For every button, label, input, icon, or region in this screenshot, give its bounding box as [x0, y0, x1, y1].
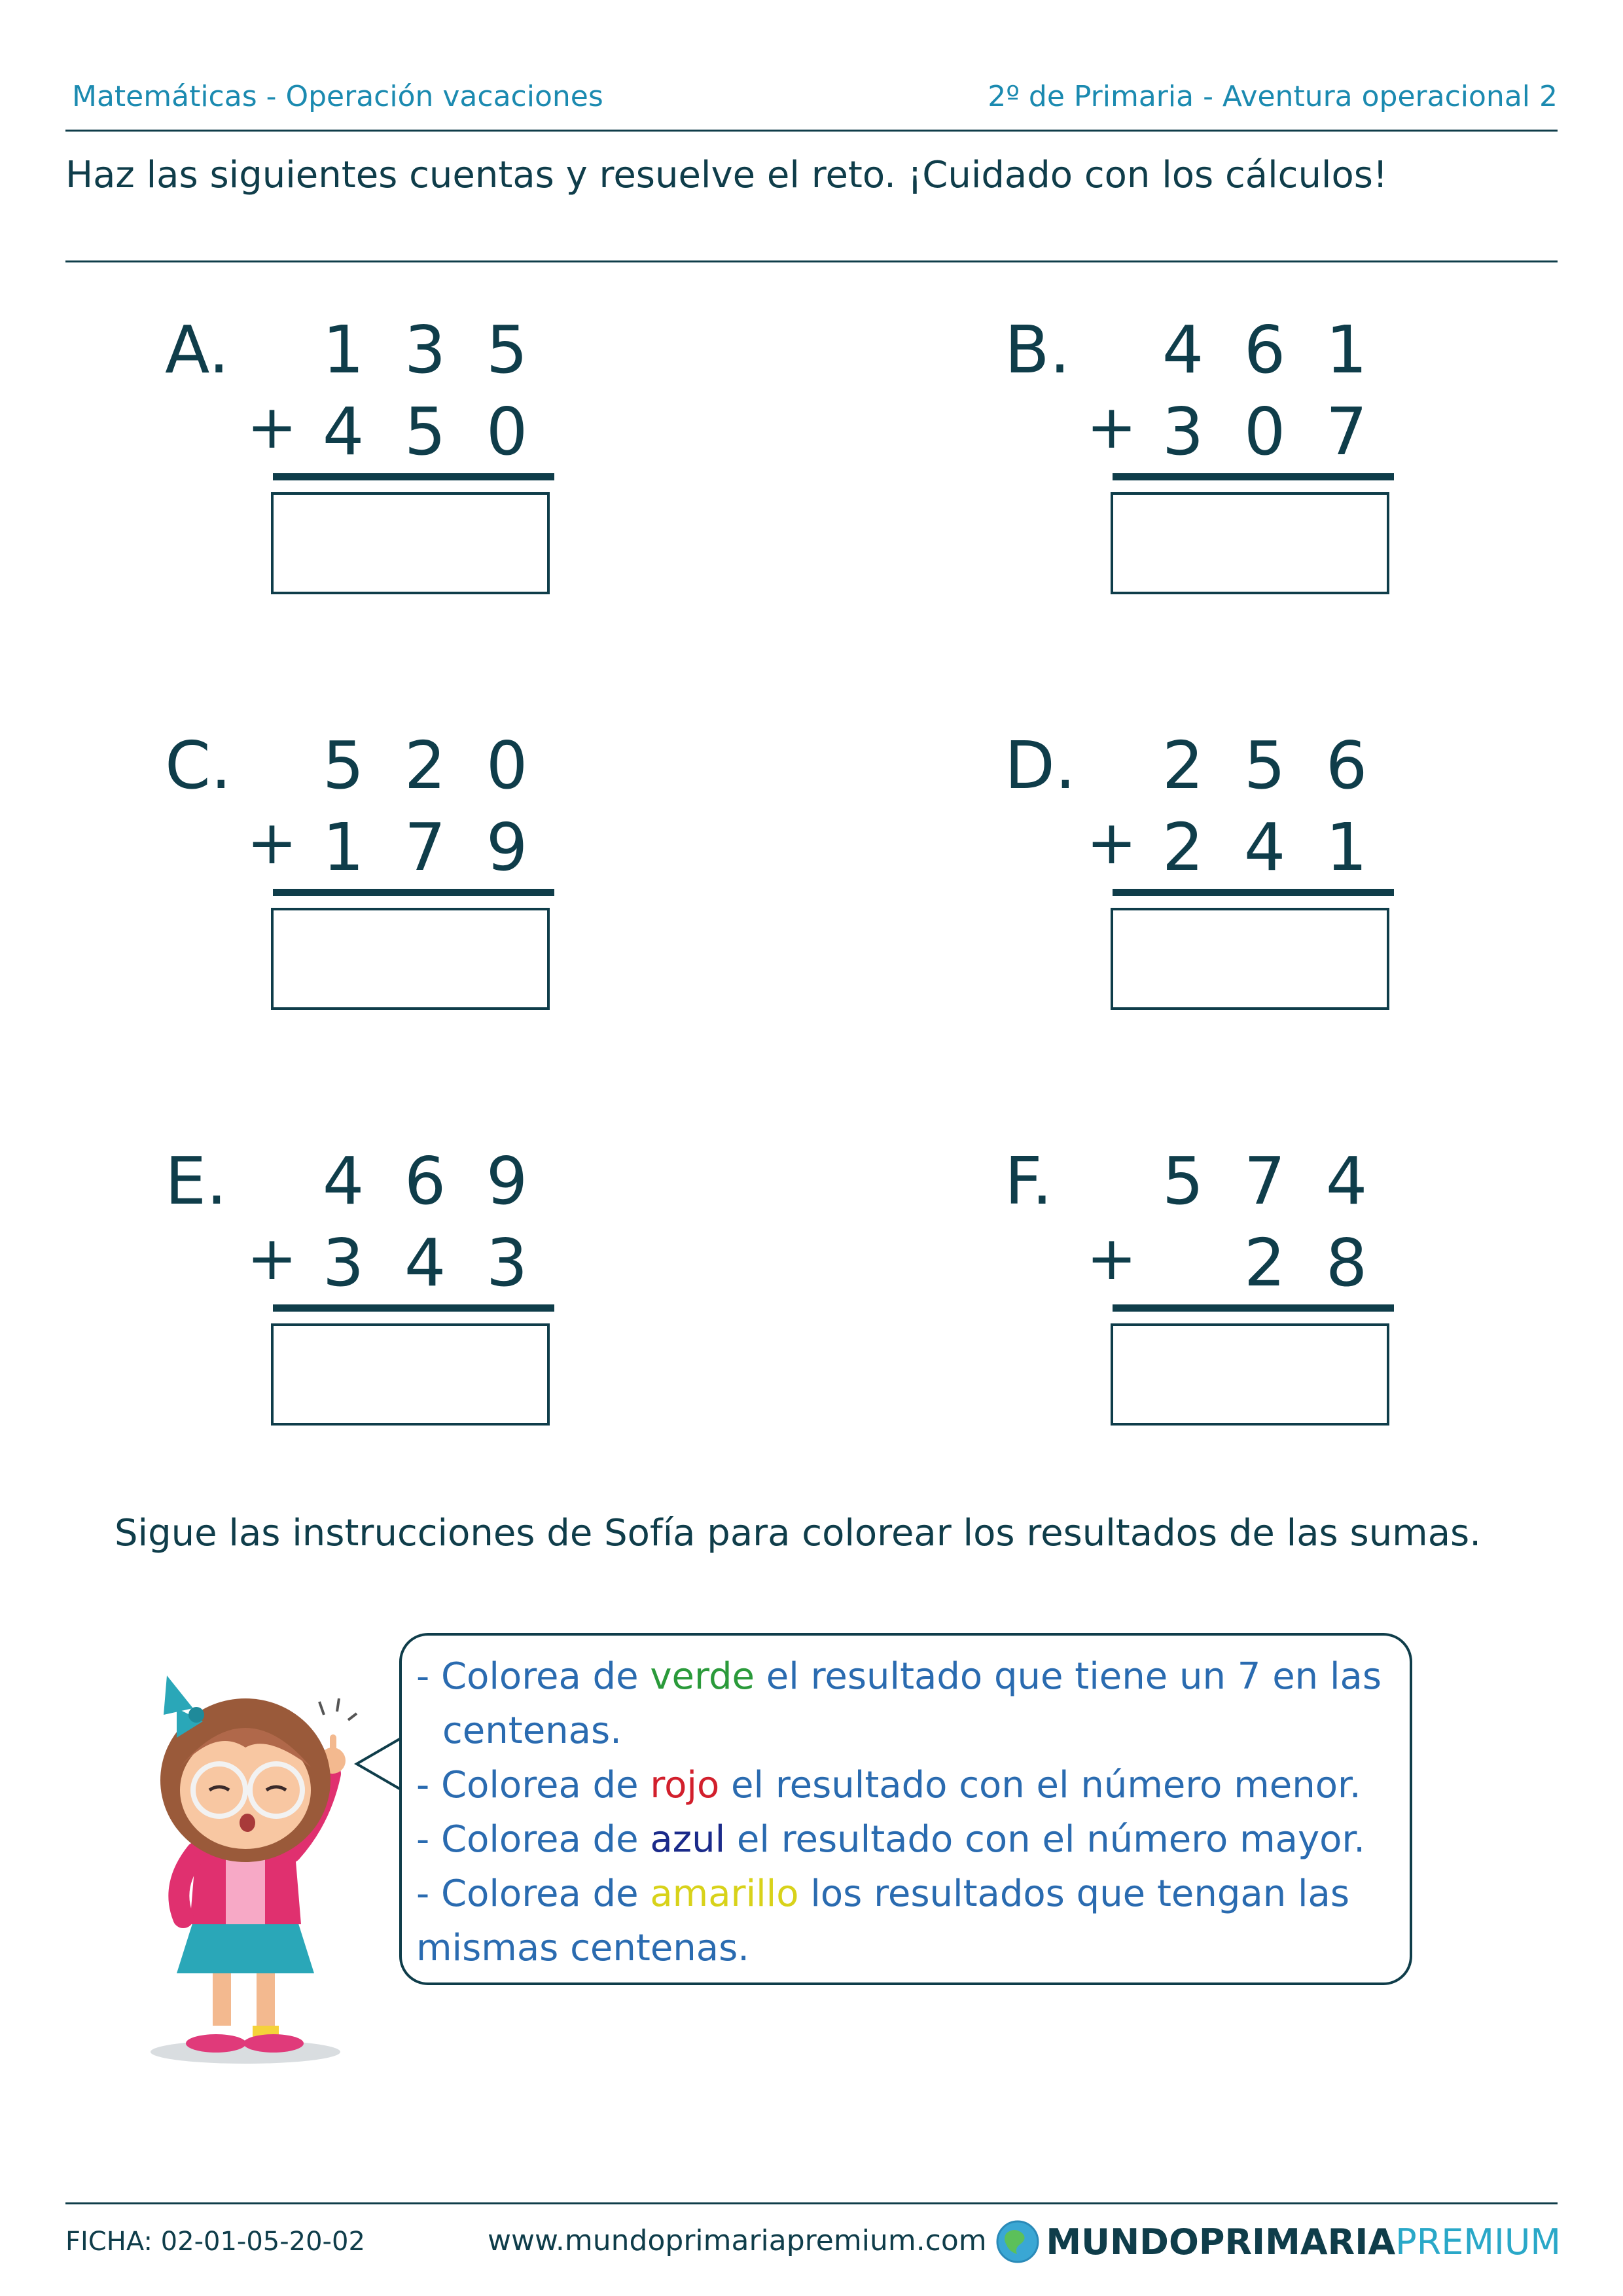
- problem-e: [165, 1142, 623, 1430]
- addend-bottom: 2 4 1: [1162, 809, 1368, 886]
- problem-a: [165, 311, 623, 599]
- rule-green-cont: centenas.: [442, 1710, 622, 1752]
- addend-top: 1 3 5: [322, 312, 528, 388]
- logo-text-bold: MUNDOPRIMARIA: [1046, 2221, 1396, 2263]
- sum-bar: [1113, 473, 1394, 480]
- instruction-rule: [65, 260, 1558, 262]
- addend-top: 5 7 4: [1162, 1143, 1368, 1219]
- plus-sign: +: [247, 392, 298, 462]
- addend-bottom: 3 0 7: [1162, 393, 1368, 470]
- problem-label: C.: [165, 727, 232, 804]
- rule-yellow: - Colorea de amarillo los resultados que tengan las: [416, 1873, 1350, 1915]
- plus-sign: +: [247, 1223, 298, 1293]
- header-grade: 2º de Primaria - Aventura operacional 2: [988, 80, 1558, 113]
- brand-logo[interactable]: [995, 2219, 1561, 2265]
- problem-d: [1005, 726, 1463, 1014]
- footer-url[interactable]: www.mundoprimariapremium.com: [488, 2224, 987, 2257]
- problem-label: D.: [1005, 727, 1076, 804]
- sum-bar: [273, 473, 554, 480]
- problem-f: [1005, 1142, 1463, 1430]
- answer-box[interactable]: [1111, 908, 1389, 1010]
- answer-box[interactable]: [271, 492, 550, 594]
- footer-ficha: FICHA: 02-01-05-20-02: [65, 2227, 365, 2257]
- addend-top: 2 5 6: [1162, 727, 1368, 804]
- rule-yellow-cont: mismas centenas.: [416, 1927, 750, 1969]
- sum-bar: [273, 889, 554, 896]
- rule-blue: - Colorea de azul el resultado con el número mayor.: [416, 1818, 1366, 1861]
- addend-bottom: 2 8: [1243, 1225, 1368, 1301]
- coloring-instruction: Sigue las instrucciones de Sofía para colorear los resultados de las sumas.: [115, 1512, 1482, 1554]
- answer-box[interactable]: [1111, 1323, 1389, 1426]
- sum-bar: [273, 1304, 554, 1312]
- problem-label: B.: [1005, 312, 1071, 388]
- addend-top: 5 2 0: [322, 727, 528, 804]
- logo-text-light: PREMIUM: [1395, 2221, 1561, 2263]
- problem-c: [165, 726, 623, 1014]
- addend-bottom: 4 5 0: [322, 393, 528, 470]
- girl-illustration: [105, 1649, 380, 2068]
- rule-green: - Colorea de verde el resultado que tiene un 7 en las: [416, 1655, 1382, 1698]
- plus-sign: +: [1086, 392, 1137, 462]
- instruction-text: Haz las siguientes cuentas y resuelve el reto. ¡Cuidado con los cálculos!: [65, 154, 1388, 196]
- addend-bottom: 1 7 9: [322, 809, 528, 886]
- problem-label: A.: [165, 312, 230, 388]
- footer-rule: [65, 2202, 1558, 2204]
- addend-bottom: 3 4 3: [322, 1225, 528, 1301]
- addend-top: 4 6 9: [322, 1143, 528, 1219]
- sum-bar: [1113, 889, 1394, 896]
- rule-red: - Colorea de rojo el resultado con el número menor.: [416, 1764, 1361, 1806]
- speech-bubble-tail: [353, 1734, 406, 1793]
- globe-icon: [995, 2219, 1041, 2265]
- answer-box[interactable]: [1111, 492, 1389, 594]
- sum-bar: [1113, 1304, 1394, 1312]
- addend-top: 4 6 1: [1162, 312, 1368, 388]
- problem-label: E.: [165, 1143, 227, 1219]
- header-subject: Matemáticas - Operación vacaciones: [72, 80, 603, 113]
- answer-box[interactable]: [271, 1323, 550, 1426]
- answer-box[interactable]: [271, 908, 550, 1010]
- plus-sign: +: [1086, 808, 1137, 878]
- problem-label: F.: [1005, 1143, 1053, 1219]
- problem-b: [1005, 311, 1463, 599]
- header-rule: [65, 130, 1558, 132]
- speech-bubble: [399, 1633, 1412, 1985]
- plus-sign: +: [1086, 1223, 1137, 1293]
- plus-sign: +: [247, 808, 298, 878]
